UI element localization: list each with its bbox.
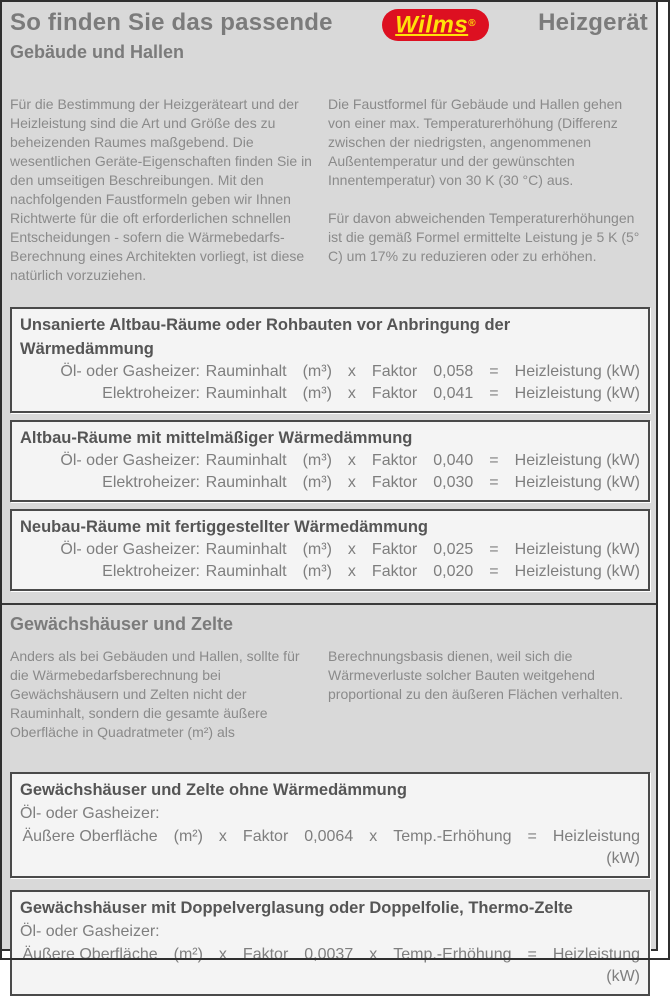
formula-box-title: Gewächshäuser mit Doppelverglasung oder Doppelfolie, Thermo-Zelte [20, 899, 573, 917]
buildings-paragraph-right [328, 95, 646, 285]
formula-label: Öl- oder Gasheizer: [20, 923, 160, 940]
formula-box-gewaechshaus-doppelverglasung [10, 890, 650, 996]
wilms-logo [382, 9, 488, 41]
formula-box-neubau [10, 509, 650, 591]
formula-text-line1: Äußere Oberfläche (m²) x Faktor 0,0037 x Temp.-Erhöhung = Heizleistung [22, 946, 640, 963]
formula-text-line2: (kW) [606, 850, 640, 867]
formula-box-title: Unsanierte Altbau-Räume oder Rohbauten vor Anbringung der Wärmedämmung [20, 316, 511, 358]
formula-label: Öl- oder Gasheizer: [60, 541, 200, 558]
formula-label: Öl- oder Gasheizer: [60, 363, 200, 380]
formula-row [20, 450, 640, 472]
paragraph: Für davon abweichenden Temperaturerhöhungen ist die gemäß Formel ermittelte Leistung je 5 K (5° C) um 17% zu reduzieren oder zu erhöhen. [328, 210, 640, 264]
greenhouses-intro-columns [10, 647, 646, 742]
formula-text-line2: (kW) [606, 968, 640, 985]
greenhouses-paragraph-right [328, 647, 646, 742]
formula-box-title: Gewächshäuser und Zelte ohne Wärmedämmung [20, 781, 407, 799]
formula-row [20, 539, 640, 561]
paragraph: Für die Bestimmung der Heizgeräteart und der Heizleistung sind die Art und Größe des zu beheizenden Raumes maßgebend. Die wesentlichen Geräte-Eigenschaften finden Sie in den umseitigen Beschreibungen. Mit den nachfolgenden Faustformeln geben wir Ihnen Richtwerte für die oft erforderlichen schnellen Entscheidungen - sofern die Wärmebedarfs-Berechnung eines Architekten vorliegt, ist diese natürlich vorzuziehen. [10, 96, 312, 283]
formula-label: Elektroheizer: [102, 474, 200, 491]
formula-text-line1: Äußere Oberfläche (m²) x Faktor 0,0064 x Temp.-Erhöhung = Heizleistung [22, 828, 640, 845]
formula-box-title: Altbau-Räume mit mittelmäßiger Wärmedämmung [20, 429, 413, 447]
formula-box-gewaechshaus-ohne-daemmung [10, 772, 650, 878]
paragraph: Die Faustformel für Gebäude und Hallen gehen von einer max. Temperaturerhöhung (Differenz zwischen der niedrigsten, angenommenen Außentemperatur und der gewünschten Innentemperatur) von 30 K (30 °C) aus. [328, 96, 623, 188]
formula-text: Rauminhalt (m³) x Faktor 0,041 = Heizleistung (kW) [205, 385, 640, 402]
formula-row [20, 561, 640, 583]
formula-row [20, 472, 640, 494]
registered-trademark-icon: ® [468, 18, 476, 29]
formula-label: Elektroheizer: [102, 563, 200, 580]
formula-text: Rauminhalt (m³) x Faktor 0,058 = Heizleistung (kW) [205, 363, 640, 380]
page-title-left: So finden Sie das passende [10, 9, 333, 36]
section-heading-greenhouses: Gewächshäuser und Zelte [10, 614, 234, 634]
formula-label: Öl- oder Gasheizer: [20, 805, 160, 822]
page-header [2, 2, 656, 41]
formula-box-title: Neubau-Räume mit fertiggestellter Wärmedämmung [20, 518, 428, 536]
formula-box-unsanierte-altbau [10, 307, 650, 413]
formula-box-altbau-mittel [10, 420, 650, 502]
paragraph: Berechnungsbasis dienen, weil sich die Wärmeverluste solcher Bauten weitgehend proportional zu den äußeren Flächen verhalten. [328, 648, 623, 702]
wilms-logo-text: Wilms [395, 11, 469, 39]
formula-label: Öl- oder Gasheizer: [60, 452, 200, 469]
formula-row [20, 383, 640, 405]
formula-text: Rauminhalt (m³) x Faktor 0,025 = Heizleistung (kW) [205, 541, 640, 558]
greenhouses-paragraph-left [10, 647, 312, 742]
formula-text: Rauminhalt (m³) x Faktor 0,030 = Heizleistung (kW) [205, 474, 640, 491]
page-title-right: Heizgerät [538, 9, 648, 36]
formula-text: Rauminhalt (m³) x Faktor 0,020 = Heizleistung (kW) [205, 563, 640, 580]
section-divider [2, 603, 656, 605]
section-heading-buildings: Gebäude und Hallen [10, 42, 185, 62]
buildings-intro-columns [10, 95, 646, 285]
paragraph: Anders als bei Gebäuden und Hallen, sollte für die Wärmebedarfsberechnung bei Gewächshäusern und Zelten nicht der Rauminhalt, sondern die gesamte äußere Oberfläche in Quadratmeter (m²) als [10, 648, 300, 740]
formula-text: Rauminhalt (m³) x Faktor 0,040 = Heizleistung (kW) [205, 452, 640, 469]
formula-label: Elektroheizer: [102, 385, 200, 402]
document-page [2, 2, 658, 985]
buildings-paragraph-left [10, 95, 312, 285]
formula-row [20, 361, 640, 383]
